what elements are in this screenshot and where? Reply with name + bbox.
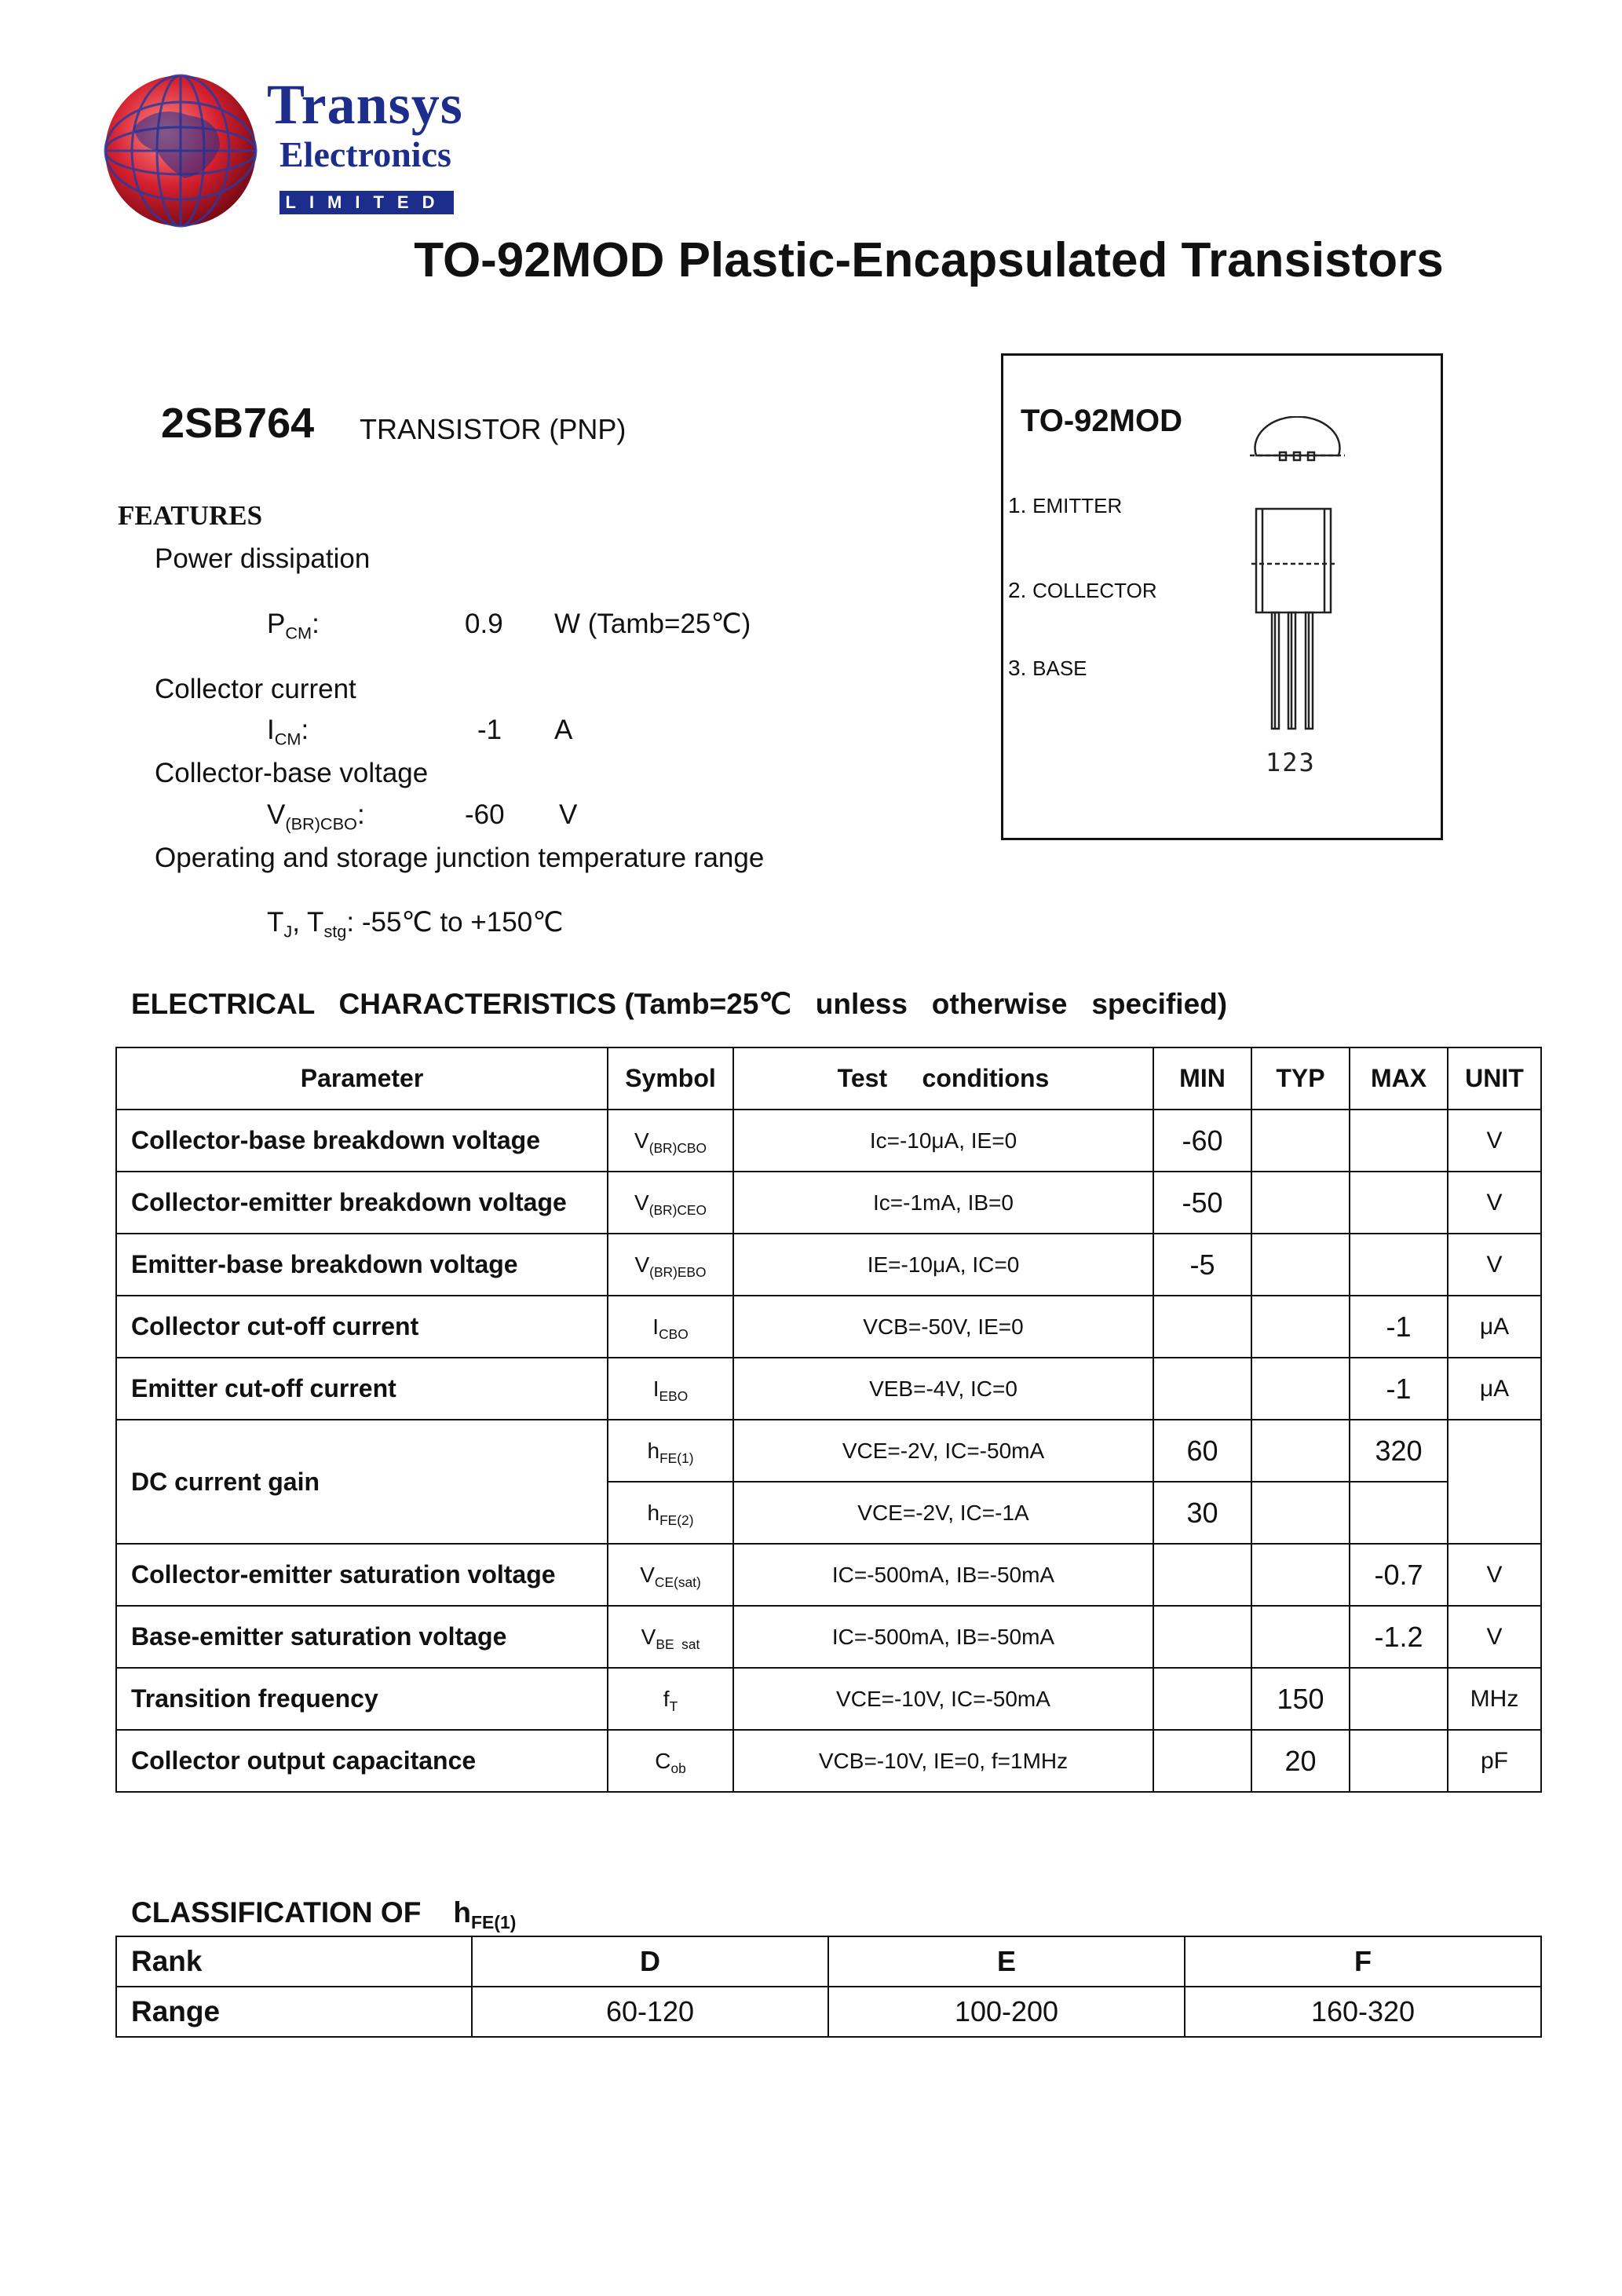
- row-typ: [1251, 1234, 1350, 1296]
- package-title: TO-92MOD: [1021, 404, 1182, 438]
- row-conditions: VCB=-10V, IE=0, f=1MHz: [733, 1730, 1153, 1792]
- row-min: 60: [1153, 1420, 1251, 1482]
- row-min: [1153, 1606, 1251, 1668]
- range-label: Range: [116, 1987, 472, 2037]
- row-symbol: $V_{(BR)CEO}$: [608, 1172, 733, 1234]
- row-max: [1350, 1234, 1448, 1296]
- row-max: [1350, 1482, 1448, 1544]
- row-typ: [1251, 1110, 1350, 1172]
- row-symbol: $V_{(BR)CBO}$: [608, 1110, 733, 1172]
- row-min: [1153, 1296, 1251, 1358]
- row-parameter: Collector-emitter breakdown voltage: [116, 1172, 608, 1234]
- row-typ: 20: [1251, 1730, 1350, 1792]
- header-test-conditions: Test conditions: [733, 1047, 1153, 1110]
- range-e: 100-200: [828, 1987, 1185, 2037]
- feature-temp-range: $T_J$, $T_{stg}$: -55℃ to +150℃: [267, 907, 564, 941]
- row-min: -50: [1153, 1172, 1251, 1234]
- table-header-row: [116, 1047, 1541, 1110]
- table-row: [116, 1606, 1541, 1668]
- pin-label-base: 3. BASE: [1008, 656, 1087, 680]
- row-conditions: IC=-500mA, IB=-50mA: [733, 1544, 1153, 1606]
- table-row: [116, 1358, 1541, 1420]
- rank-row: [116, 1936, 1541, 1987]
- row-max: -1: [1350, 1358, 1448, 1420]
- features-heading: FEATURES: [118, 500, 263, 531]
- brand-limited-bar: LIMITED: [279, 191, 454, 214]
- row-parameter: Emitter-base breakdown voltage: [116, 1234, 608, 1296]
- table-row: [116, 1234, 1541, 1296]
- row-min: [1153, 1668, 1251, 1730]
- row-conditions: VCB=-50V, IE=0: [733, 1296, 1153, 1358]
- feature-power-symbol: $P_{CM}$:: [267, 609, 320, 643]
- header-symbol: Symbol: [608, 1047, 733, 1110]
- row-max: -1.2: [1350, 1606, 1448, 1668]
- classification-table: [115, 1936, 1542, 2038]
- brand-name: Transys: [267, 73, 463, 136]
- row-unit: V: [1448, 1110, 1541, 1172]
- electrical-characteristics-table: [115, 1047, 1542, 1793]
- range-row: [116, 1987, 1541, 2037]
- header-unit: UNIT: [1448, 1047, 1541, 1110]
- feature-voltage-value: -60: [465, 799, 505, 830]
- row-symbol: $V_{BE sat}$: [608, 1606, 733, 1668]
- table-row: [116, 1172, 1541, 1234]
- row-symbol: $h_{FE(2)}$: [608, 1482, 733, 1544]
- row-parameter: Transition frequency: [116, 1668, 608, 1730]
- feature-voltage-symbol: $V_{(BR)CBO}$:: [267, 799, 365, 834]
- feature-power-unit: W (Tamb=25℃): [554, 609, 751, 639]
- page-title: TO-92MOD Plastic-Encapsulated Transistors: [414, 233, 1444, 287]
- header-typ: TYP: [1251, 1047, 1350, 1110]
- row-min: -5: [1153, 1234, 1251, 1296]
- row-unit: μA: [1448, 1296, 1541, 1358]
- row-max: [1350, 1730, 1448, 1792]
- rank-f: F: [1185, 1936, 1541, 1987]
- row-typ: [1251, 1420, 1350, 1482]
- row-symbol: $f_T$: [608, 1668, 733, 1730]
- row-max: 320: [1350, 1420, 1448, 1482]
- classification-title: CLASSIFICATION OF $h_{FE(1)}$: [131, 1896, 517, 1933]
- pin-label-emitter: 1. EMITTER: [1008, 493, 1123, 517]
- range-d: 60-120: [472, 1987, 828, 2037]
- row-conditions: VCE=-10V, IC=-50mA: [733, 1668, 1153, 1730]
- globe-logo-icon: [102, 72, 259, 229]
- row-unit: μA: [1448, 1358, 1541, 1420]
- row-unit: pF: [1448, 1730, 1541, 1792]
- row-symbol: $I_{EBO}$: [608, 1358, 733, 1420]
- row-typ: [1251, 1544, 1350, 1606]
- row-typ: [1251, 1482, 1350, 1544]
- row-typ: 150: [1251, 1668, 1350, 1730]
- table-row: [116, 1110, 1541, 1172]
- row-min: [1153, 1544, 1251, 1606]
- table-row: [116, 1296, 1541, 1358]
- header-parameter: Parameter: [116, 1047, 608, 1110]
- row-parameter: Emitter cut-off current: [116, 1358, 608, 1420]
- row-conditions: VEB=-4V, IC=0: [733, 1358, 1153, 1420]
- row-typ: [1251, 1172, 1350, 1234]
- rank-e: E: [828, 1936, 1185, 1987]
- row-min: 30: [1153, 1482, 1251, 1544]
- row-parameter: Collector-base breakdown voltage: [116, 1110, 608, 1172]
- electrical-characteristics-title: ELECTRICAL CHARACTERISTICS (Tamb=25℃ unless otherwise specified): [131, 988, 1228, 1020]
- pin-numbers: 123: [1266, 748, 1316, 777]
- feature-current-label: Collector current: [155, 674, 356, 704]
- part-type: TRANSISTOR (PNP): [360, 413, 627, 445]
- feature-power-label: Power dissipation: [155, 543, 371, 574]
- row-min: -60: [1153, 1110, 1251, 1172]
- row-symbol: $h_{FE(1)}$: [608, 1420, 733, 1482]
- feature-current-symbol: $I_{CM}$:: [267, 715, 309, 749]
- rank-label: Rank: [116, 1936, 472, 1987]
- pin-label-collector: 2. COLLECTOR: [1008, 578, 1157, 602]
- brand-subtitle: Electronics: [279, 134, 451, 174]
- row-typ: [1251, 1606, 1350, 1668]
- row-typ: [1251, 1296, 1350, 1358]
- row-unit: [1448, 1420, 1541, 1544]
- header-min: MIN: [1153, 1047, 1251, 1110]
- row-min: [1153, 1358, 1251, 1420]
- row-parameter: Base-emitter saturation voltage: [116, 1606, 608, 1668]
- row-symbol: $V_{CE(sat)}$: [608, 1544, 733, 1606]
- row-unit: V: [1448, 1172, 1541, 1234]
- row-max: [1350, 1668, 1448, 1730]
- rank-d: D: [472, 1936, 828, 1987]
- feature-current-value: -1: [477, 715, 502, 745]
- row-conditions: VCE=-2V, IC=-50mA: [733, 1420, 1153, 1482]
- feature-current-unit: A: [554, 715, 573, 745]
- row-max: -1: [1350, 1296, 1448, 1358]
- transistor-package-drawing: [1240, 416, 1366, 785]
- row-unit: V: [1448, 1234, 1541, 1296]
- feature-voltage-unit: V: [559, 799, 578, 830]
- row-symbol: $C_{ob}$: [608, 1730, 733, 1792]
- table-row: [116, 1730, 1541, 1792]
- range-f: 160-320: [1185, 1987, 1541, 2037]
- row-conditions: VCE=-2V, IC=-1A: [733, 1482, 1153, 1544]
- table-row: [116, 1544, 1541, 1606]
- row-conditions: IC=-500mA, IB=-50mA: [733, 1606, 1153, 1668]
- row-symbol: $V_{(BR)EBO}$: [608, 1234, 733, 1296]
- table-row: [116, 1420, 1541, 1482]
- row-parameter: DC current gain: [116, 1420, 608, 1544]
- row-parameter: Collector-emitter saturation voltage: [116, 1544, 608, 1606]
- row-typ: [1251, 1358, 1350, 1420]
- row-parameter: Collector cut-off current: [116, 1296, 608, 1358]
- row-max: [1350, 1172, 1448, 1234]
- row-max: -0.7: [1350, 1544, 1448, 1606]
- part-number: 2SB764: [161, 400, 315, 447]
- row-symbol: $I_{CBO}$: [608, 1296, 733, 1358]
- row-unit: V: [1448, 1606, 1541, 1668]
- header-max: MAX: [1350, 1047, 1448, 1110]
- row-parameter: Collector output capacitance: [116, 1730, 608, 1792]
- row-unit: MHz: [1448, 1668, 1541, 1730]
- row-max: [1350, 1110, 1448, 1172]
- row-min: [1153, 1730, 1251, 1792]
- row-conditions: IE=-10μA, IC=0: [733, 1234, 1153, 1296]
- table-row: [116, 1668, 1541, 1730]
- row-conditions: Ic=-1mA, IB=0: [733, 1172, 1153, 1234]
- feature-voltage-label: Collector-base voltage: [155, 758, 429, 788]
- feature-temp-label: Operating and storage junction temperature range: [155, 843, 765, 873]
- row-conditions: Ic=-10μA, IE=0: [733, 1110, 1153, 1172]
- feature-power-value: 0.9: [465, 609, 503, 639]
- row-unit: V: [1448, 1544, 1541, 1606]
